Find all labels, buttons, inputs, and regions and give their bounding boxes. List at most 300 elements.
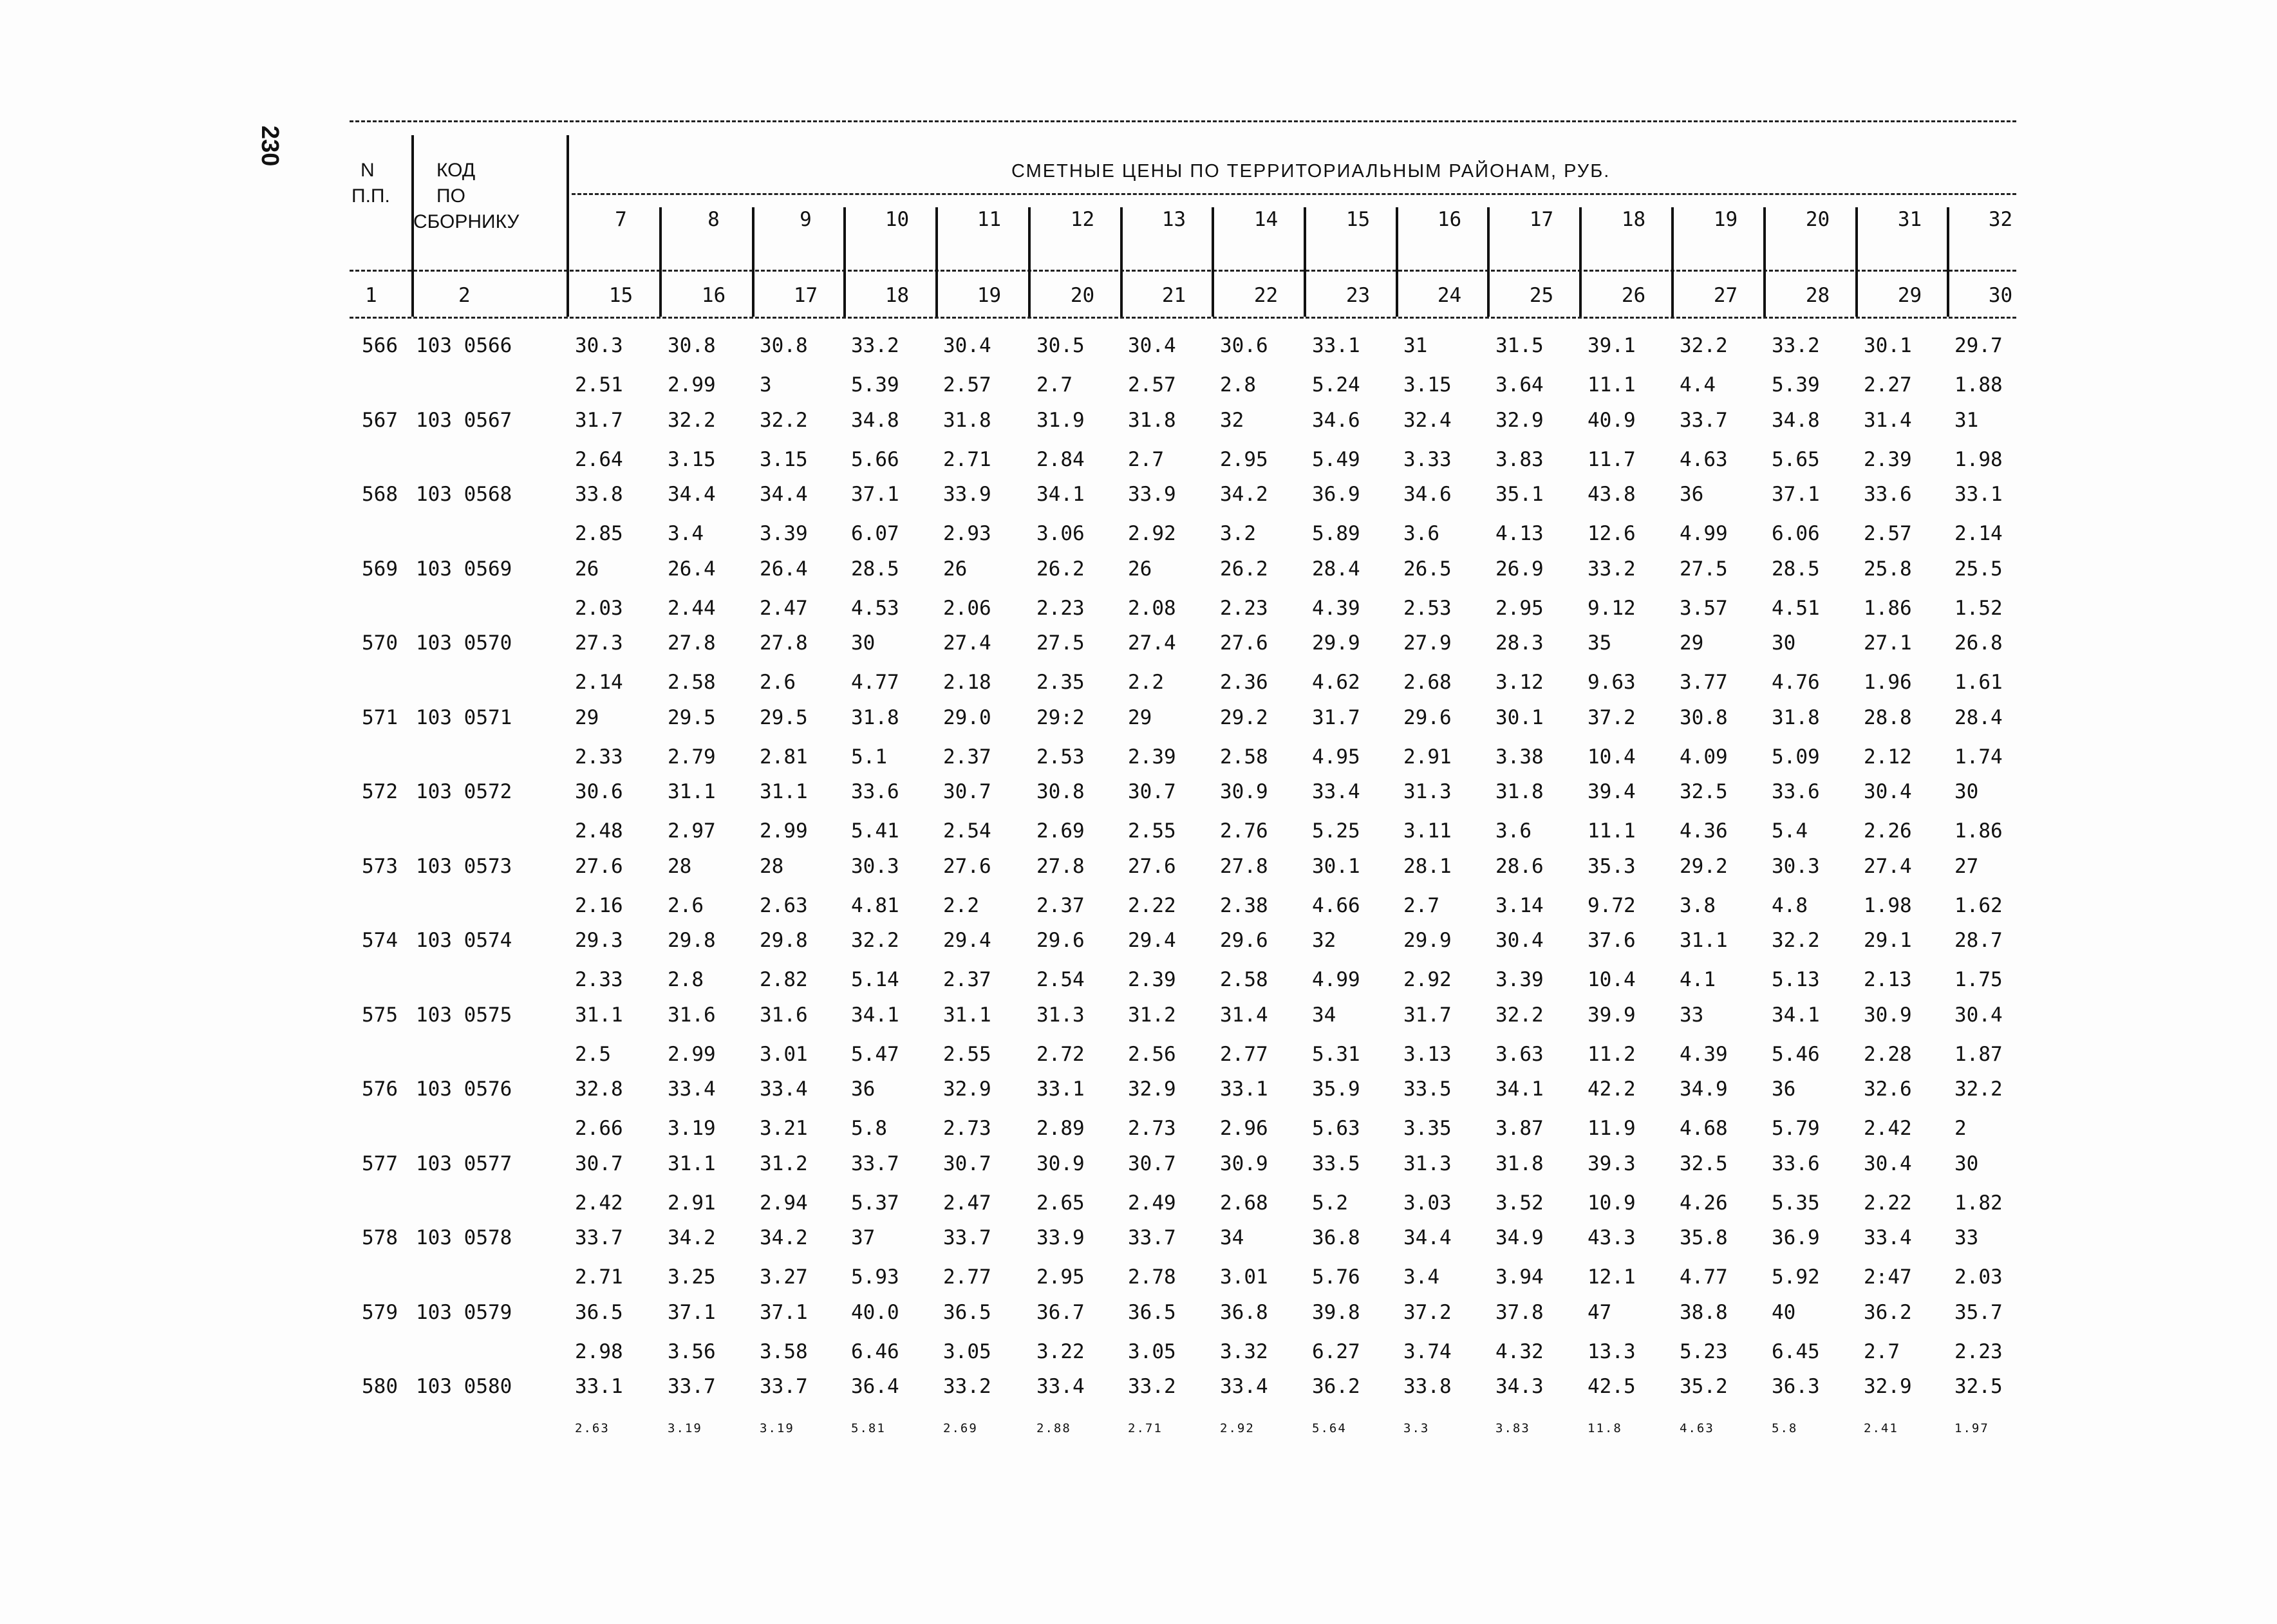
cell-top-value: 47 bbox=[1588, 1300, 1612, 1324]
index-number: 27 bbox=[1713, 284, 1738, 307]
cell-bottom-value: 4.36 bbox=[1680, 819, 1728, 843]
cell-top-value: 34.4 bbox=[760, 483, 808, 506]
cell-top-value: 31.3 bbox=[1403, 1152, 1452, 1175]
cell-bottom-value: 2.96 bbox=[1220, 1117, 1268, 1140]
cell-top-value: 43.8 bbox=[1588, 483, 1636, 506]
cell-bottom-value: 2.44 bbox=[668, 596, 716, 620]
row-number: 576 bbox=[362, 1078, 398, 1101]
cell-top-value: 31.8 bbox=[1772, 705, 1820, 729]
cell-bottom-value: 5.65 bbox=[1772, 447, 1820, 471]
cell-top-value: 33.8 bbox=[1403, 1375, 1452, 1398]
cell-top-value: 28.8 bbox=[1864, 705, 1912, 729]
cell-bottom-value: 2.95 bbox=[1495, 596, 1544, 620]
cell-top-value: 35.8 bbox=[1680, 1226, 1728, 1249]
cell-bottom-value: 4.62 bbox=[1312, 671, 1360, 694]
cell-top-value: 34.8 bbox=[851, 408, 899, 432]
cell-top-value: 33.1 bbox=[575, 1375, 623, 1398]
cell-top-value: 33.5 bbox=[1312, 1152, 1360, 1175]
cell-top-value: 32.2 bbox=[760, 408, 808, 432]
cell-top-value: 30.7 bbox=[943, 780, 991, 803]
cell-top-value: 30.9 bbox=[1036, 1152, 1085, 1175]
cell-top-value: 37.6 bbox=[1588, 929, 1636, 952]
cell-top-value: 32.2 bbox=[1680, 334, 1728, 357]
cell-bottom-value: 2.66 bbox=[575, 1117, 623, 1140]
cell-top-value: 35 bbox=[1588, 631, 1612, 655]
cell-bottom-value: 2.97 bbox=[668, 819, 716, 843]
cell-top-value: 27.8 bbox=[668, 631, 716, 655]
district-number: 10 bbox=[885, 208, 910, 231]
cell-top-value: 33.1 bbox=[1954, 483, 2003, 506]
cell-bottom-value: 3.01 bbox=[760, 1042, 808, 1066]
row-code: 103 0569 bbox=[416, 557, 512, 581]
cell-top-value: 34.1 bbox=[1495, 1078, 1544, 1101]
district-number: 15 bbox=[1345, 208, 1371, 231]
cell-top-value: 34.8 bbox=[1772, 408, 1820, 432]
cell-bottom-value: 5.4 bbox=[1772, 819, 1808, 843]
cell-top-value: 36.5 bbox=[1128, 1300, 1176, 1324]
cell-bottom-value: 4.26 bbox=[1680, 1191, 1728, 1215]
cell-top-value: 32.2 bbox=[1954, 1078, 2003, 1101]
cell-top-value: 26.5 bbox=[1403, 557, 1452, 581]
cell-bottom-value: 5.37 bbox=[851, 1191, 899, 1215]
district-number: 12 bbox=[1070, 208, 1095, 231]
cell-top-value: 33.7 bbox=[1680, 408, 1728, 432]
cell-bottom-value: 9.72 bbox=[1588, 893, 1636, 917]
cell-bottom-value: 2.56 bbox=[1128, 1042, 1176, 1066]
cell-top-value: 37.8 bbox=[1495, 1300, 1544, 1324]
cell-top-value: 34.2 bbox=[1220, 483, 1268, 506]
cell-bottom-value: 5.89 bbox=[1312, 522, 1360, 545]
cell-bottom-value: 10.4 bbox=[1588, 745, 1636, 769]
cell-bottom-value: 3.58 bbox=[760, 1339, 808, 1363]
cell-top-value: 32 bbox=[1220, 408, 1244, 432]
cell-top-value: 32.2 bbox=[1495, 1003, 1544, 1027]
cell-bottom-value: 5.76 bbox=[1312, 1265, 1360, 1289]
cell-top-value: 29:2 bbox=[1036, 705, 1085, 729]
cell-bottom-value: 2.73 bbox=[1128, 1117, 1176, 1140]
row-code: 103 0573 bbox=[416, 854, 512, 878]
cell-bottom-value: 3.56 bbox=[668, 1339, 716, 1363]
cell-top-value: 36.8 bbox=[1220, 1300, 1268, 1324]
cell-bottom-value: 4.09 bbox=[1680, 745, 1728, 769]
cell-top-value: 30.9 bbox=[1220, 1152, 1268, 1175]
cell-bottom-value: 3 bbox=[760, 373, 772, 397]
cell-top-value: 33.7 bbox=[760, 1375, 808, 1398]
cell-top-value: 36.4 bbox=[851, 1375, 899, 1398]
cell-top-value: 37.2 bbox=[1588, 705, 1636, 729]
cell-top-value: 34.2 bbox=[760, 1226, 808, 1249]
cell-top-value: 29.6 bbox=[1220, 929, 1268, 952]
row-number: 575 bbox=[362, 1003, 398, 1027]
district-number: 8 bbox=[707, 208, 720, 231]
cell-top-value: 31.1 bbox=[668, 1152, 716, 1175]
cell-top-value: 30 bbox=[1954, 1152, 1979, 1175]
cell-bottom-value: 3.14 bbox=[1495, 893, 1544, 917]
district-number: 17 bbox=[1529, 208, 1554, 231]
cell-top-value: 36.8 bbox=[1312, 1226, 1360, 1249]
cell-top-value: 33.1 bbox=[1220, 1078, 1268, 1101]
cell-top-value: 33.8 bbox=[575, 483, 623, 506]
cell-top-value: 31.7 bbox=[1312, 705, 1360, 729]
cell-top-value: 30.1 bbox=[1495, 705, 1544, 729]
cell-bottom-value: 2.99 bbox=[668, 1042, 716, 1066]
cell-top-value: 33.4 bbox=[760, 1078, 808, 1101]
cell-bottom-value: 2.49 bbox=[1128, 1191, 1176, 1215]
cell-bottom-value: 5.35 bbox=[1772, 1191, 1820, 1215]
cell-bottom-value: 2.41 bbox=[1864, 1421, 1898, 1435]
cell-bottom-value: 3.13 bbox=[1403, 1042, 1452, 1066]
cell-top-value: 28.5 bbox=[1772, 557, 1820, 581]
cell-top-value: 31 bbox=[1403, 334, 1428, 357]
cell-bottom-value: 5.25 bbox=[1312, 819, 1360, 843]
cell-top-value: 34.2 bbox=[668, 1226, 716, 1249]
header-code-3: СБОРНИКУ bbox=[413, 211, 520, 232]
cell-bottom-value: 3.6 bbox=[1495, 819, 1532, 843]
cell-bottom-value: 13.3 bbox=[1588, 1339, 1636, 1363]
cell-top-value: 31.8 bbox=[943, 408, 991, 432]
cell-bottom-value: 11.1 bbox=[1588, 373, 1636, 397]
cell-top-value: 28 bbox=[668, 854, 692, 878]
cell-top-value: 30.9 bbox=[1864, 1003, 1912, 1027]
row-code: 103 0574 bbox=[416, 929, 512, 952]
cell-bottom-value: 5.93 bbox=[851, 1265, 899, 1289]
row-code: 103 0568 bbox=[416, 483, 512, 506]
index-rule bbox=[350, 317, 2016, 319]
cell-top-value: 33.4 bbox=[668, 1078, 716, 1101]
cell-bottom-value: 2.26 bbox=[1864, 819, 1912, 843]
cell-top-value: 31.1 bbox=[1680, 929, 1728, 952]
cell-bottom-value: 2.2 bbox=[1128, 671, 1164, 694]
cell-top-value: 29.0 bbox=[943, 705, 991, 729]
cell-top-value: 36.9 bbox=[1772, 1226, 1820, 1249]
cell-bottom-value: 2:47 bbox=[1864, 1265, 1912, 1289]
header-code-2: ПО bbox=[436, 185, 465, 207]
header-n-sub: П.П. bbox=[351, 185, 390, 207]
cell-top-value: 27.5 bbox=[1036, 631, 1085, 655]
cell-top-value: 40.9 bbox=[1588, 408, 1636, 432]
cell-bottom-value: 4.68 bbox=[1680, 1117, 1728, 1140]
cell-top-value: 31.8 bbox=[1495, 780, 1544, 803]
cell-top-value: 30.5 bbox=[1036, 334, 1085, 357]
cell-bottom-value: 2.77 bbox=[943, 1265, 991, 1289]
cell-bottom-value: 4.39 bbox=[1680, 1042, 1728, 1066]
cell-top-value: 34.1 bbox=[1772, 1003, 1820, 1027]
cell-top-value: 33.5 bbox=[1403, 1078, 1452, 1101]
cell-top-value: 31.8 bbox=[851, 705, 899, 729]
cell-top-value: 33.6 bbox=[1772, 1152, 1820, 1175]
cell-top-value: 36.2 bbox=[1312, 1375, 1360, 1398]
cell-bottom-value: 2.2 bbox=[943, 893, 979, 917]
cell-bottom-value: 3.15 bbox=[668, 447, 716, 471]
cell-top-value: 29.2 bbox=[1680, 854, 1728, 878]
cell-bottom-value: 2 bbox=[1954, 1117, 1967, 1140]
cell-top-value: 35.1 bbox=[1495, 483, 1544, 506]
row-code: 103 0580 bbox=[416, 1375, 512, 1398]
cell-top-value: 26.2 bbox=[1220, 557, 1268, 581]
cell-bottom-value: 5.41 bbox=[851, 819, 899, 843]
cell-bottom-value: 2.69 bbox=[943, 1421, 978, 1435]
cell-bottom-value: 6.45 bbox=[1772, 1339, 1820, 1363]
cell-top-value: 33.2 bbox=[1128, 1375, 1176, 1398]
cell-bottom-value: 2.63 bbox=[760, 893, 808, 917]
cell-top-value: 32.2 bbox=[851, 929, 899, 952]
cell-top-value: 33.7 bbox=[943, 1226, 991, 1249]
cell-top-value: 29.4 bbox=[1128, 929, 1176, 952]
cell-bottom-value: 2.03 bbox=[575, 596, 623, 620]
cell-top-value: 30.4 bbox=[1864, 780, 1912, 803]
cell-bottom-value: 2.85 bbox=[575, 522, 623, 545]
cell-top-value: 33.4 bbox=[1864, 1226, 1912, 1249]
cell-top-value: 30 bbox=[1954, 780, 1979, 803]
cell-bottom-value: 2.33 bbox=[575, 745, 623, 769]
cell-bottom-value: 2.68 bbox=[1220, 1191, 1268, 1215]
cell-top-value: 33.2 bbox=[1588, 557, 1636, 581]
cell-bottom-value: 3.39 bbox=[1495, 968, 1544, 991]
cell-bottom-value: 2.91 bbox=[1403, 745, 1452, 769]
cell-top-value: 33.9 bbox=[1128, 483, 1176, 506]
cell-top-value: 29.4 bbox=[943, 929, 991, 952]
cell-bottom-value: 2.76 bbox=[1220, 819, 1268, 843]
cell-top-value: 31.9 bbox=[1036, 408, 1085, 432]
row-number: 579 bbox=[362, 1300, 398, 1324]
cell-top-value: 28.7 bbox=[1954, 929, 2003, 952]
cell-bottom-value: 2.7 bbox=[1864, 1339, 1900, 1363]
cell-bottom-value: 3.39 bbox=[760, 522, 808, 545]
cell-bottom-value: 4.13 bbox=[1495, 522, 1544, 545]
cell-bottom-value: 2.63 bbox=[575, 1421, 610, 1435]
cell-top-value: 27.1 bbox=[1864, 631, 1912, 655]
cell-top-value: 31.4 bbox=[1864, 408, 1912, 432]
cell-top-value: 36.5 bbox=[943, 1300, 991, 1324]
index-number: 28 bbox=[1805, 284, 1830, 307]
cell-top-value: 33 bbox=[1680, 1003, 1704, 1027]
cell-bottom-value: 4.32 bbox=[1495, 1339, 1544, 1363]
index-number: 15 bbox=[608, 284, 633, 307]
cell-top-value: 28.4 bbox=[1312, 557, 1360, 581]
index-number: 20 bbox=[1070, 284, 1095, 307]
cell-bottom-value: 3.03 bbox=[1403, 1191, 1452, 1215]
cell-top-value: 28.3 bbox=[1495, 631, 1544, 655]
cell-top-value: 31.3 bbox=[1036, 1003, 1085, 1027]
cell-bottom-value: 4.8 bbox=[1772, 893, 1808, 917]
row-code: 103 0579 bbox=[416, 1300, 512, 1324]
cell-bottom-value: 2.98 bbox=[575, 1339, 623, 1363]
cell-top-value: 33.7 bbox=[1128, 1226, 1176, 1249]
cell-top-value: 27.9 bbox=[1403, 631, 1452, 655]
district-number: 31 bbox=[1897, 208, 1922, 231]
cell-bottom-value: 2.99 bbox=[760, 819, 808, 843]
cell-bottom-value: 4.39 bbox=[1312, 596, 1360, 620]
cell-bottom-value: 3.01 bbox=[1220, 1265, 1268, 1289]
cell-top-value: 36 bbox=[1680, 483, 1704, 506]
cell-bottom-value: 4.99 bbox=[1680, 522, 1728, 545]
cell-top-value: 27.8 bbox=[760, 631, 808, 655]
cell-bottom-value: 3.19 bbox=[760, 1421, 794, 1435]
cell-top-value: 33.6 bbox=[1772, 780, 1820, 803]
cell-top-value: 43.3 bbox=[1588, 1226, 1636, 1249]
cell-top-value: 31.8 bbox=[1495, 1152, 1544, 1175]
cell-top-value: 27.4 bbox=[1864, 854, 1912, 878]
cell-top-value: 34.1 bbox=[1036, 483, 1085, 506]
cell-top-value: 33.7 bbox=[851, 1152, 899, 1175]
cell-bottom-value: 5.31 bbox=[1312, 1042, 1360, 1066]
cell-top-value: 30.8 bbox=[1036, 780, 1085, 803]
cell-top-value: 33.9 bbox=[943, 483, 991, 506]
cell-bottom-value: 5.79 bbox=[1772, 1117, 1820, 1140]
cell-bottom-value: 3.21 bbox=[760, 1117, 808, 1140]
cell-bottom-value: 3.05 bbox=[943, 1339, 991, 1363]
district-number: 18 bbox=[1621, 208, 1646, 231]
district-number: 7 bbox=[615, 208, 627, 231]
cell-bottom-value: 2.42 bbox=[575, 1191, 623, 1215]
index-number: 25 bbox=[1529, 284, 1554, 307]
cell-top-value: 30.4 bbox=[1495, 929, 1544, 952]
cell-bottom-value: 5.47 bbox=[851, 1042, 899, 1066]
cell-top-value: 29 bbox=[1128, 705, 1152, 729]
cell-top-value: 32.2 bbox=[668, 408, 716, 432]
cell-top-value: 33.7 bbox=[668, 1375, 716, 1398]
row-number: 580 bbox=[362, 1375, 398, 1398]
cell-bottom-value: 2.51 bbox=[575, 373, 623, 397]
cell-bottom-value: 2.84 bbox=[1036, 447, 1085, 471]
cell-top-value: 34.9 bbox=[1680, 1078, 1728, 1101]
index-number: 18 bbox=[885, 284, 910, 307]
cell-bottom-value: 5.24 bbox=[1312, 373, 1360, 397]
cell-top-value: 31.6 bbox=[760, 1003, 808, 1027]
cell-bottom-value: 2.93 bbox=[943, 522, 991, 545]
cell-bottom-value: 9.12 bbox=[1588, 596, 1636, 620]
cell-top-value: 33.1 bbox=[1036, 1078, 1085, 1101]
cell-top-value: 37.1 bbox=[1772, 483, 1820, 506]
cell-top-value: 26.9 bbox=[1495, 557, 1544, 581]
cell-top-value: 28.4 bbox=[1954, 705, 2003, 729]
cell-bottom-value: 3.4 bbox=[1403, 1265, 1439, 1289]
cell-bottom-value: 3.06 bbox=[1036, 522, 1085, 545]
cell-bottom-value: 2.94 bbox=[760, 1191, 808, 1215]
cell-bottom-value: 2.64 bbox=[575, 447, 623, 471]
cell-top-value: 37.1 bbox=[760, 1300, 808, 1324]
cell-top-value: 35.7 bbox=[1954, 1300, 2003, 1324]
cell-top-value: 31.1 bbox=[943, 1003, 991, 1027]
cell-bottom-value: 11.9 bbox=[1588, 1117, 1636, 1140]
cell-top-value: 30.7 bbox=[575, 1152, 623, 1175]
cell-top-value: 31.7 bbox=[575, 408, 623, 432]
row-code: 103 0576 bbox=[416, 1078, 512, 1101]
cell-bottom-value: 2.82 bbox=[760, 968, 808, 991]
cell-bottom-value: 3.64 bbox=[1495, 373, 1544, 397]
cell-top-value: 27.4 bbox=[1128, 631, 1176, 655]
cell-top-value: 30.1 bbox=[1312, 854, 1360, 878]
cell-top-value: 30.9 bbox=[1220, 780, 1268, 803]
cell-bottom-value: 2.92 bbox=[1403, 968, 1452, 991]
cell-top-value: 32.5 bbox=[1680, 1152, 1728, 1175]
cell-bottom-value: 4.53 bbox=[851, 596, 899, 620]
cell-top-value: 35.2 bbox=[1680, 1375, 1728, 1398]
index-number: 16 bbox=[701, 284, 726, 307]
cell-top-value: 25.5 bbox=[1954, 557, 2003, 581]
cell-bottom-value: 3.94 bbox=[1495, 1265, 1544, 1289]
cell-bottom-value: 1.98 bbox=[1864, 893, 1912, 917]
cell-top-value: 30.6 bbox=[575, 780, 623, 803]
cell-top-value: 30.4 bbox=[943, 334, 991, 357]
cell-bottom-value: 5.09 bbox=[1772, 745, 1820, 769]
cell-top-value: 30 bbox=[851, 631, 876, 655]
cell-bottom-value: 3.19 bbox=[668, 1117, 716, 1140]
cell-bottom-value: 6.46 bbox=[851, 1339, 899, 1363]
cell-bottom-value: 11.1 bbox=[1588, 819, 1636, 843]
cell-bottom-value: 2.23 bbox=[1954, 1339, 2003, 1363]
cell-bottom-value: 2.95 bbox=[1036, 1265, 1085, 1289]
cell-top-value: 34.4 bbox=[668, 483, 716, 506]
cell-bottom-value: 2.8 bbox=[1220, 373, 1256, 397]
cell-top-value: 27.5 bbox=[1680, 557, 1728, 581]
cell-top-value: 26 bbox=[943, 557, 968, 581]
cell-top-value: 31.1 bbox=[760, 780, 808, 803]
cell-top-value: 29.5 bbox=[668, 705, 716, 729]
cell-bottom-value: 1.87 bbox=[1954, 1042, 2003, 1066]
cell-bottom-value: 5.8 bbox=[1772, 1421, 1798, 1435]
cell-top-value: 30.8 bbox=[668, 334, 716, 357]
cell-bottom-value: 2.39 bbox=[1128, 968, 1176, 991]
cell-bottom-value: 2.54 bbox=[943, 819, 991, 843]
cell-bottom-value: 2.57 bbox=[1864, 522, 1912, 545]
cell-bottom-value: 3.12 bbox=[1495, 671, 1544, 694]
cell-bottom-value: 3.87 bbox=[1495, 1117, 1544, 1140]
cell-bottom-value: 3.19 bbox=[668, 1421, 702, 1435]
row-number: 568 bbox=[362, 483, 398, 506]
cell-bottom-value: 3.27 bbox=[760, 1265, 808, 1289]
cell-bottom-value: 3.3 bbox=[1403, 1421, 1430, 1435]
cell-bottom-value: 1.82 bbox=[1954, 1191, 2003, 1215]
cell-top-value: 33.4 bbox=[1036, 1375, 1085, 1398]
cell-top-value: 33.2 bbox=[1772, 334, 1820, 357]
index-col-n: 1 bbox=[365, 284, 377, 307]
index-number: 22 bbox=[1253, 284, 1279, 307]
cell-bottom-value: 5.14 bbox=[851, 968, 899, 991]
cell-bottom-value: 3.52 bbox=[1495, 1191, 1544, 1215]
cell-top-value: 36 bbox=[851, 1078, 876, 1101]
cell-top-value: 29.6 bbox=[1403, 705, 1452, 729]
cell-bottom-value: 3.6 bbox=[1403, 522, 1439, 545]
cell-bottom-value: 2.06 bbox=[943, 596, 991, 620]
cell-bottom-value: 2.14 bbox=[575, 671, 623, 694]
cell-top-value: 34.6 bbox=[1312, 408, 1360, 432]
cell-bottom-value: 2.92 bbox=[1220, 1421, 1255, 1435]
row-number: 572 bbox=[362, 780, 398, 803]
cell-bottom-value: 2.5 bbox=[575, 1042, 611, 1066]
cell-top-value: 32.9 bbox=[1864, 1375, 1912, 1398]
district-rule bbox=[572, 193, 2016, 195]
cell-bottom-value: 2.39 bbox=[1864, 447, 1912, 471]
table-title: СМЕТНЫЕ ЦЕНЫ ПО ТЕРРИТОРИАЛЬНЫМ РАЙОНАМ, РУБ. bbox=[1011, 161, 1611, 182]
cell-top-value: 30.3 bbox=[575, 334, 623, 357]
cell-top-value: 26.4 bbox=[760, 557, 808, 581]
cell-bottom-value: 4.51 bbox=[1772, 596, 1820, 620]
cell-bottom-value: 2.88 bbox=[1036, 1421, 1071, 1435]
cell-top-value: 27.6 bbox=[943, 854, 991, 878]
cell-bottom-value: 2.37 bbox=[1036, 893, 1085, 917]
district-number: 19 bbox=[1713, 208, 1738, 231]
cell-bottom-value: 2.23 bbox=[1036, 596, 1085, 620]
cell-top-value: 33 bbox=[1954, 1226, 1979, 1249]
cell-bottom-value: 3.05 bbox=[1128, 1339, 1176, 1363]
cell-top-value: 37 bbox=[851, 1226, 876, 1249]
cell-top-value: 26.8 bbox=[1954, 631, 2003, 655]
cell-bottom-value: 2.68 bbox=[1403, 671, 1452, 694]
cell-top-value: 26.2 bbox=[1036, 557, 1085, 581]
cell-bottom-value: 2.42 bbox=[1864, 1117, 1912, 1140]
cell-bottom-value: 3.11 bbox=[1403, 819, 1452, 843]
